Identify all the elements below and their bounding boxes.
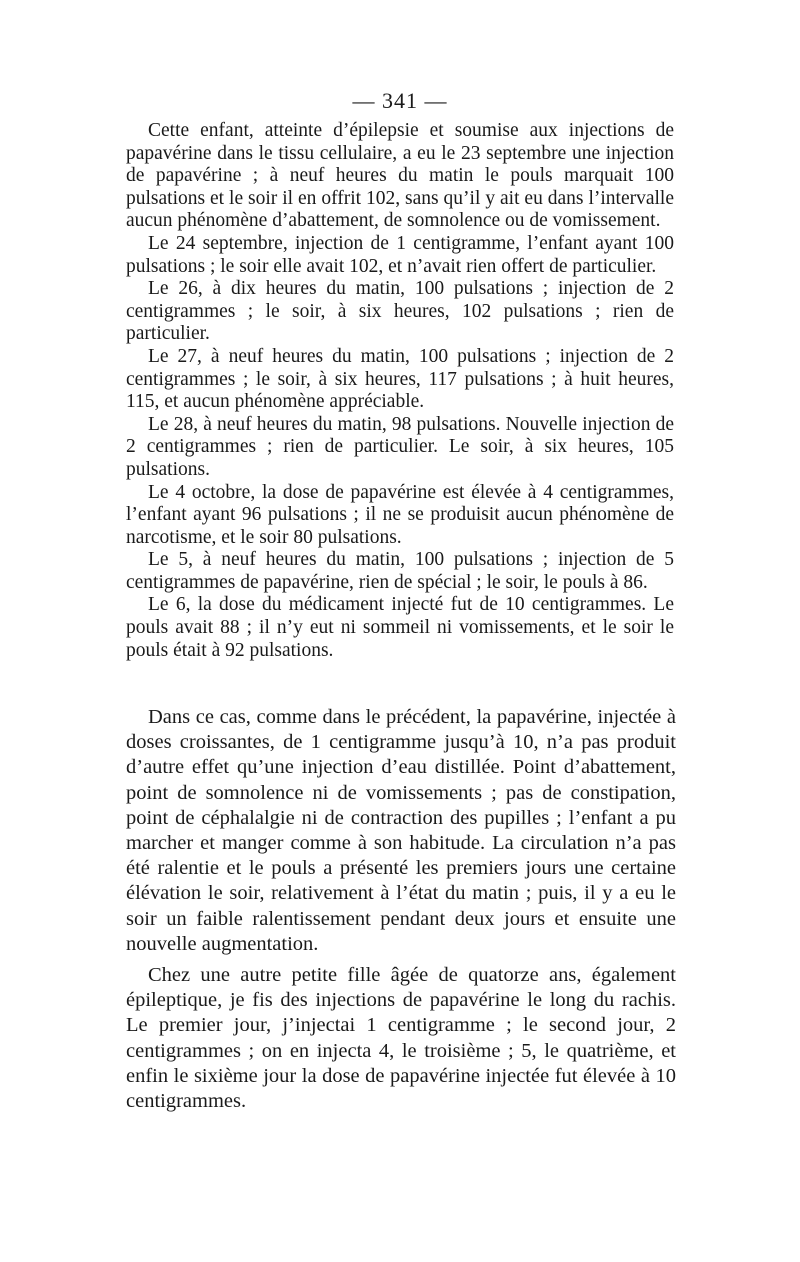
page-number: — 341 — (352, 88, 448, 113)
case-note-24-sept: Le 24 septembre, injection de 1 centigramme, l’enfant ayant 100 pulsations ; le soir elle avait 102, et n’avait rien offert de particulier. (126, 232, 674, 277)
case-note-4-oct: Le 4 octobre, la dose de papavérine est élevée à 4 centigrammes, l’enfant ayant 96 pulsations ; il ne se produisit aucun phénomène de narcotisme, et le soir 80 pulsations. (126, 481, 674, 548)
case-note-6-oct: Le 6, la dose du médicament injecté fut de 10 centigrammes. Le pouls avait 88 ; il n’y eut ni sommeil ni vomissements, et le soir le pouls était à 92 pulsations. (126, 594, 674, 661)
commentary-paragraph: Dans ce cas, comme dans le précédent, la papavérine, injectée à doses croissantes, de 1 centigramme jusqu’à 10, n’a pas produit d’autre effet qu’une injection d’eau distillée. Point d’abattement, point de somnolence ni de vomissements ; pas de constipation, point de céphalalgie ni de contraction des pupilles ; l’enfant a pu marcher et manger comme à son habitude. La circulation n’a pas été ralentie et le pouls a présenté les premiers jours une certaine élévation le soir, relativement à l’état du matin ; puis, il y a eu le soir un faible ralentissement pendant deux jours et ensuite une nouvelle augmentation. (126, 706, 676, 955)
case-notes (126, 120, 674, 662)
case-note-intro: Cette enfant, atteinte d’épilepsie et soumise aux injections de papavérine dans le tissu cellulaire, a eu le 23 septembre une injection de papavérine ; à neuf heures du matin le pouls marquait 100 pulsations et le soir il en offrit 102, sans qu’il y ait eu dans l’intervalle aucun phénomène d’abattement, de somnolence ou de vomissement. (126, 120, 674, 232)
commentary (126, 705, 676, 1114)
case-note-28-sept: Le 28, à neuf heures du matin, 98 pulsations. Nouvelle injection de 2 centigrammes ; rien de particulier. Le soir, à six heures, 105 pulsations. (126, 413, 674, 480)
case-note-27-sept: Le 27, à neuf heures du matin, 100 pulsations ; injection de 2 centigrammes ; le soir, à six heures, 117 pulsations ; à huit heures, 115, et aucun phénomène appréciable. (126, 345, 674, 413)
case-note-26-sept: Le 26, à dix heures du matin, 100 pulsations ; injection de 2 centigrammes ; le soir, à six heures, 102 pulsations ; rien de particulier. (126, 278, 674, 345)
second-case-paragraph: Chez une autre petite fille âgée de quatorze ans, également épileptique, je fis des injections de papavérine le long du rachis. Le premier jour, j’injectai 1 centigramme ; le second jour, 2 centigrammes ; on en injecta 4, le troisième ; 5, le quatrième, et enfin le sixième jour la dose de papavérine injectée fut élevée à 10 centigrammes. (126, 964, 676, 1113)
case-note-5-oct: Le 5, à neuf heures du matin, 100 pulsations ; injection de 5 centigrammes de papavérine, rien de spécial ; le soir, le pouls à 86. (126, 549, 674, 593)
